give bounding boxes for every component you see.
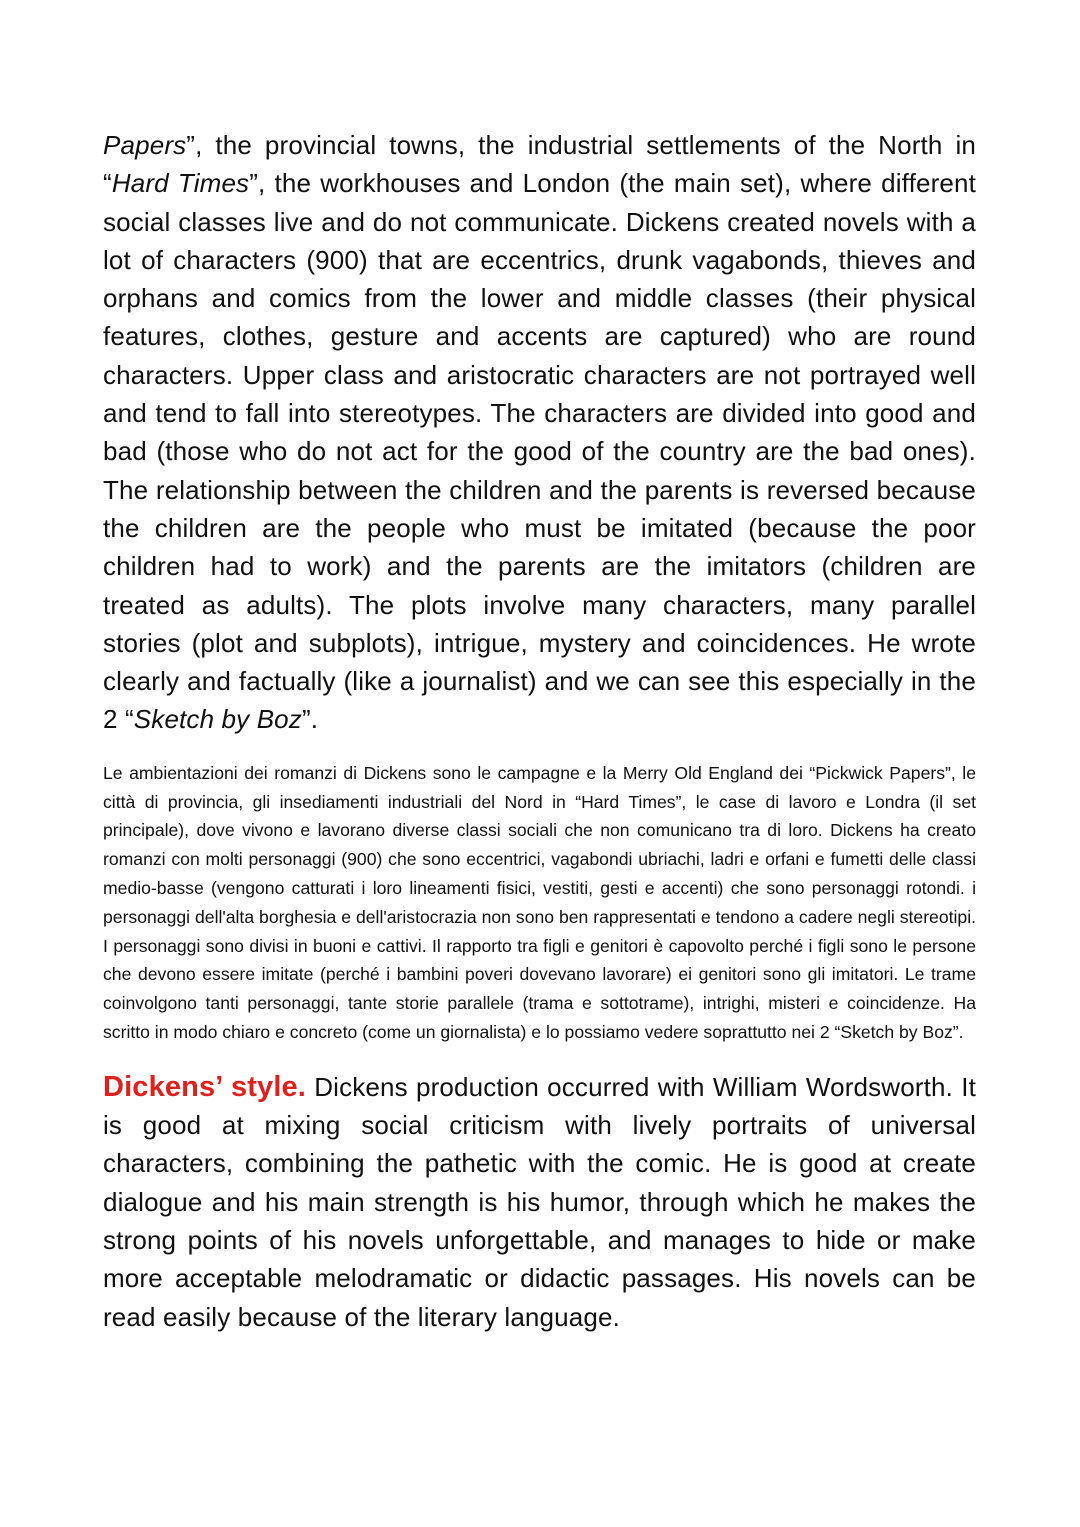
- document-page: [103, 126, 976, 1336]
- title-pickwick-papers: Papers: [103, 130, 187, 160]
- title-sketch-by-boz: Sketch by Boz: [133, 704, 302, 735]
- english-paragraph: [103, 126, 976, 739]
- paragraph-text: ”, the workhouses and London (the main set), where different social classes live and do not communicate. Dickens created novels with a lot of characters (900) that are eccentrics, drunk vagabonds, thieves and orphans and comics from the lower and middle classes (their physical features, clothes, gesture and accents are captured) who are round characters. Upper class and aristocratic characters are not portrayed well and tend to fall into stereotypes. The characters are divided into good and bad (those who do not act for the good of the country are the bad ones). The relationship between the children and the parents is reversed because the children are the people who must be imitated (because the poor children had to work) and the parents are the imitators (children are treated as adults). The plots involve many characters, many parallel stories (plot and subplots), intrigue, mystery and coincidences. He wrote clearly and factually (like a journalist) and we can see this especially in the 2 “: [103, 168, 976, 735]
- section-heading: Dickens’ style.: [103, 1070, 307, 1103]
- paragraph-text: ”.: [301, 704, 319, 735]
- paragraph-text: ”, the provincial towns, the industrial settlements of the North in “: [103, 130, 976, 199]
- title-hard-times: Hard Times: [111, 168, 250, 199]
- italian-translation-paragraph: Le ambientazioni dei romanzi di Dickens sono le campagne e la Merry Old England dei “Pickwick Papers”, le città di provincia, gli insediamenti industriali del Nord in “Hard Times”, le case di lavoro e Londra (il set principale), dove vivono e lavorano diverse classi sociali che non comunicano tra di loro. Dickens ha creato romanzi con molti personaggi (900) che sono eccentrici, vagabondi ubriachi, ladri e orfani e fumetti delle classi medio-basse (vengono catturati i loro lineamenti fisici, vestiti, gesti e accenti) che sono personaggi rotondi. i personaggi dell'alta borghesia e dell'aristocrazia non sono ben rappresentati e tendono a cadere negli stereotipi. I personaggi sono divisi in buoni e cattivi. Il rapporto tra figli e genitori è capovolto perché i figli sono le persone che devono essere imitate (perché i bambini poveri dovevano lavorare) ei genitori sono gli imitatori. Le trame coinvolgono tanti personaggi, tante storie parallele (trama e sottotrame), intrighi, misteri e coincidenze. Ha scritto in modo chiaro e concreto (come un giornalista) e lo possiamo vedere soprattutto nei 2 “Sketch by Boz”.: [103, 762, 976, 1042]
- dickens-style-paragraph: [103, 1068, 976, 1336]
- section-body: Dickens production occurred with William Wordsworth. It is good at mixing social criticism with lively portraits of universal characters, combining the pathetic with the comic. He is good at create dialogue and his main strength is his humor, through which he makes the strong points of his novels unforgettable, and manages to hide or make more acceptable melodramatic or didactic passages. His novels can be read easily because of the literary language.: [103, 1071, 976, 1332]
